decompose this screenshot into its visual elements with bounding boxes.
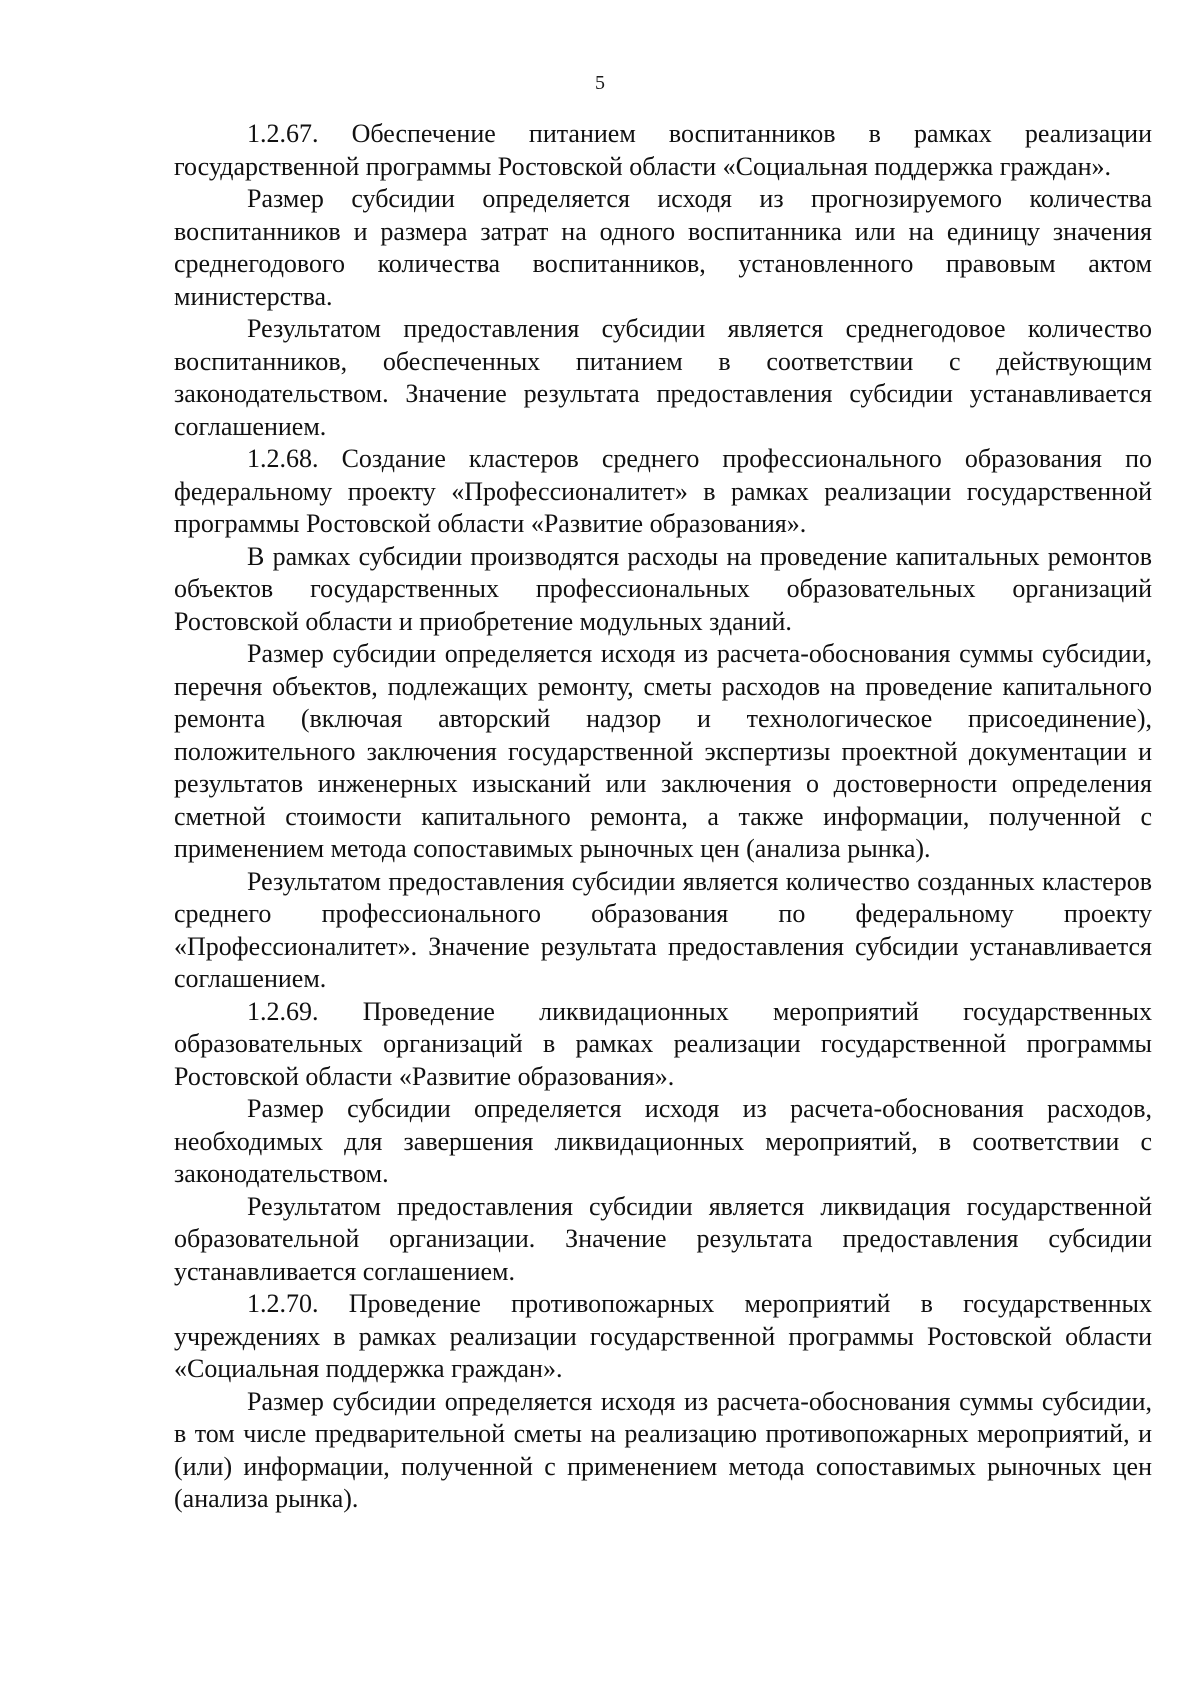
paragraph-subsidy-amount: Размер субсидии определяется исходя из расчета-обоснования суммы субсидии, перечня объектов, подлежащих ремонту, сметы расходов на проведение капитального ремонта (включая авторский надзор и технологическое присоединение), положительного заключения государственной экспертизы проектной документации и результатов инженерных изысканий или заключения о достоверности определения сметной стоимости капитального ремонта, а также информации, полученной с применением метода сопоставимых рыночных цен (анализа рынка).	[174, 639, 1152, 863]
paragraph-subsidy-expenses: В рамках субсидии производятся расходы на проведение капитальных ремонтов объектов государственных профессиональных образовательных организаций Ростовской области и приобретение модульных зданий.	[174, 541, 1152, 636]
paragraph-subsidy-amount: Размер субсидии определяется исходя из расчета-обоснования суммы субсидии, в том числе предварительной сметы на реализацию противопожарных мероприятий, и (или) информации, полученной с применением метода сопоставимых рыночных цен (анализа рынка).	[174, 1386, 1152, 1513]
document-body	[174, 118, 1152, 1516]
paragraph-subsidy-result: Результатом предоставления субсидии является ликвидация государственной образовательной организации. Значение результата предоставления субсидии устанавливается соглашением.	[174, 1191, 1152, 1286]
paragraph-subsidy-amount: Размер субсидии определяется исходя из расчета-обоснования расходов, необходимых для завершения ликвидационных мероприятий, в соответствии с законодательством.	[174, 1094, 1152, 1188]
paragraph-subsidy-amount: Размер субсидии определяется исходя из прогнозируемого количества воспитанников и размера затрат на одного воспитанника или на единицу значения среднегодового количества воспитанников, установленного правовым актом министерства.	[174, 184, 1152, 311]
paragraph-1-2-69-heading: 1.2.69. Проведение ликвидационных мероприятий государственных образовательных организаций в рамках реализации государственной программы Ростовской области «Развитие образования».	[174, 996, 1152, 1091]
paragraph-subsidy-result: Результатом предоставления субсидии является среднегодовое количество воспитанников, обеспеченных питанием в соответствии с действующим законодательством. Значение результата предоставления субсидии устанавливается соглашением.	[174, 314, 1152, 441]
paragraph-1-2-67-heading: 1.2.67. Обеспечение питанием воспитанников в рамках реализации государственной программы Ростовской области «Социальная поддержка граждан».	[174, 119, 1152, 181]
page-number: 5	[595, 72, 605, 94]
paragraph-1-2-70-heading: 1.2.70. Проведение противопожарных мероприятий в государственных учреждениях в рамках реализации государственной программы Ростовской области «Социальная поддержка граждан».	[174, 1289, 1152, 1383]
paragraph-subsidy-result: Результатом предоставления субсидии является количество созданных кластеров среднего профессионального образования по федеральному проекту «Профессионалитет». Значение результата предоставления субсидии устанавливается соглашением.	[174, 866, 1152, 993]
paragraph-1-2-68-heading: 1.2.68. Создание кластеров среднего профессионального образования по федеральному проекту «Профессионалитет» в рамках реализации государственной программы Ростовской области «Развитие образования».	[174, 444, 1152, 538]
